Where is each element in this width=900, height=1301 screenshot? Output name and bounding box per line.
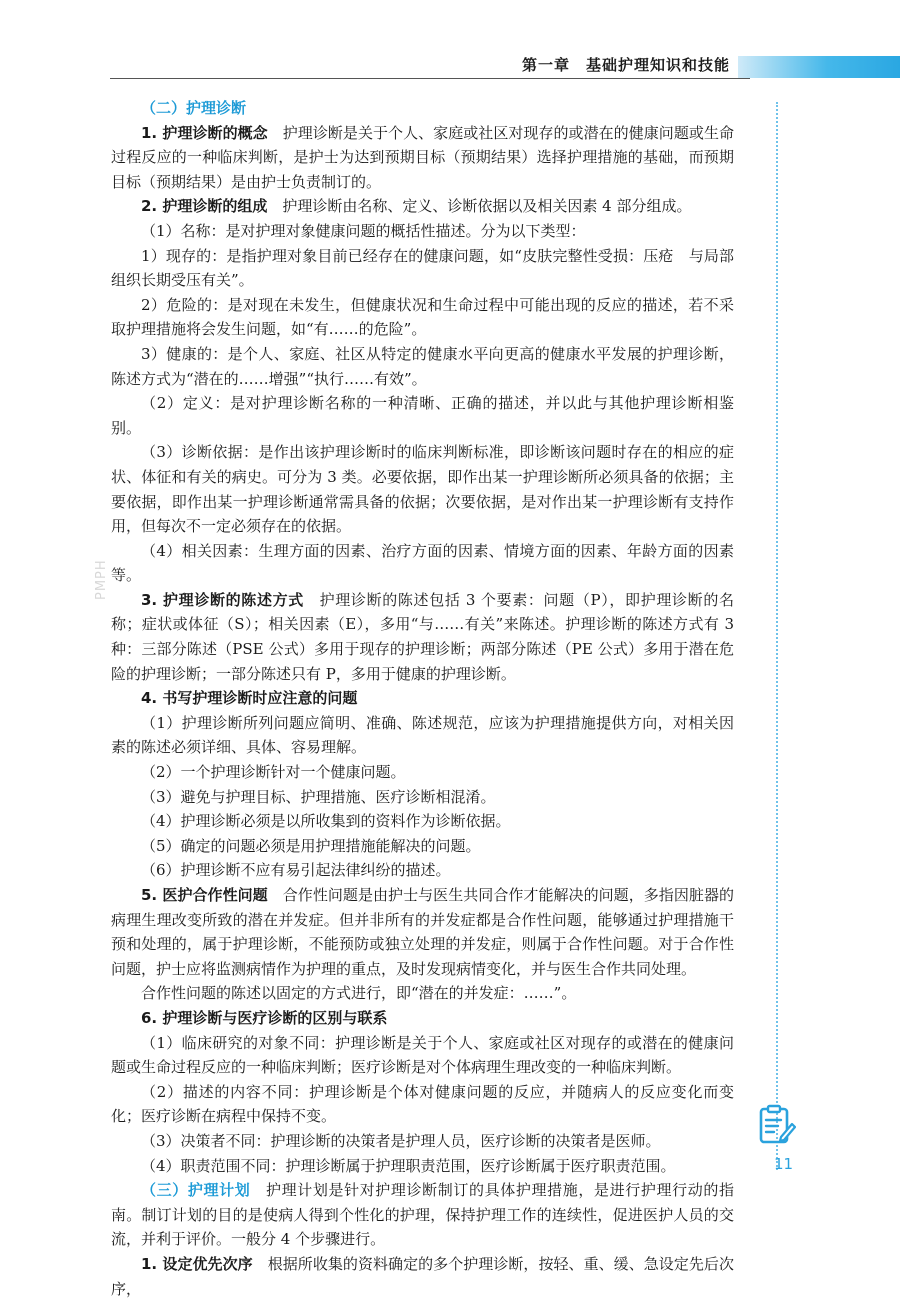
- paragraph: 1）现存的：是指护理对象目前已经存在的健康问题，如“皮肤完整性受损：压疮 与局部组织长期受压有关”。: [111, 246, 734, 290]
- paragraph: 3. 护理诊断的陈述方式 护理诊断的陈述包括 3 个要素：问题（P），即护理诊断的名称；症状或体征（S）；相关因素（E），多用“与……有关”来陈述。护理诊断的陈述方式有 3 种：三部分陈述（PSE 公式）多用于现存的护理诊断；两部分陈述（PE 公式）多用于潜在危险的护理诊断；一部分陈述只有 P，多用于健康的护理诊断。: [111, 590, 734, 683]
- subsection-heading: 4. 书写护理诊断时应注意的问题: [141, 689, 358, 708]
- header-accent-bar: [738, 56, 900, 78]
- paragraph: （4）相关因素：生理方面的因素、治疗方面的因素、情境方面的因素、年龄方面的因素等。: [111, 541, 734, 585]
- paragraph: 5. 医护合作性问题 合作性问题是由护士与医生共同合作才能解决的问题，多指因脏器的病理生理改变所致的潜在并发症。但并非所有的并发症都是合作性问题，能够通过护理措施干预和处理的，属于护理诊断，不能预防或独立处理的并发症，则属于合作性问题。对于合作性问题，护士应将监测病情作为护理的重点，及时发现病情变化，并与医生合作共同处理。: [111, 886, 734, 978]
- paragraph: 2. 护理诊断的组成 护理诊断由名称、定义、诊断依据以及相关因素 4 部分组成。: [141, 197, 692, 216]
- section-heading: （二）护理诊断: [141, 99, 247, 117]
- notes-icon: [758, 1104, 796, 1146]
- paragraph: （6）护理诊断不应有易引起法律纠纷的描述。: [141, 861, 451, 880]
- chapter-name: 基础护理知识和技能: [585, 56, 730, 74]
- margin-dotted-line: [776, 102, 778, 1170]
- paragraph: 1. 护理诊断的概念 护理诊断是关于个人、家庭或社区对现存的或潜在的健康问题或生命过程反应的一种临床判断，是护士为达到预期目标（预期结果）选择护理措施的基础，而预期目标（预期结果）是由护士负责制订的。: [111, 123, 734, 191]
- paragraph: （1）护理诊断所列问题应简明、准确、陈述规范，应该为护理措施提供方向，对相关因素的陈述必须详细、具体、容易理解。: [111, 713, 734, 757]
- paragraph: 2）危险的：是对现在未发生，但健康状况和生命过程中可能出现的反应的描述，若不采取护理措施将会发生问题，如“有……的危险”。: [111, 295, 734, 339]
- paragraph: 合作性问题的陈述以固定的方式进行，即“潜在的并发症：……”。: [141, 984, 577, 1003]
- page-body: [111, 96, 734, 1301]
- paragraph: （3）决策者不同：护理诊断的决策者是护理人员，医疗诊断的决策者是医师。: [141, 1131, 661, 1150]
- paragraph: 3）健康的：是个人、家庭、社区从特定的健康水平向更高的健康水平发展的护理诊断，陈述方式为“潜在的……增强”“执行……有效”。: [111, 344, 734, 388]
- subsection-heading: 6. 护理诊断与医疗诊断的区别与联系: [141, 1008, 388, 1027]
- paragraph: （1）临床研究的对象不同：护理诊断是关于个人、家庭或社区对现存的或潜在的健康问题或生命过程反应的一种临床判断；医疗诊断是对个体病理生理改变的一种临床判断。: [111, 1033, 734, 1077]
- paragraph: （三）护理计划 护理计划是针对护理诊断制订的具体护理措施，是进行护理行动的指南。制订计划的目的是使病人得到个性化的护理，保持护理工作的连续性，促进医护人员的交流，并利于评价。一般分 4 个步骤进行。: [111, 1181, 734, 1249]
- paragraph: （3）诊断依据：是作出该护理诊断时的临床判断标准，即诊断该问题时存在的相应的症状、体征和有关的病史。可分为 3 类。必要依据，即作出某一护理诊断所必须具备的依据；主要依据，即作出某一护理诊断通常需具备的依据；次要依据，是对作出某一护理诊断有支持作用，但每次不一定必须存在的依据。: [111, 443, 734, 536]
- page-number: 11: [774, 1155, 794, 1173]
- chapter-title: [522, 54, 730, 75]
- paragraph: （2）定义：是对护理诊断名称的一种清晰、正确的描述，并以此与其他护理诊断相鉴别。: [111, 394, 734, 437]
- paragraph: （3）避免与护理目标、护理措施、医疗诊断相混淆。: [141, 787, 496, 806]
- watermark: PMPH: [94, 559, 109, 600]
- paragraph: （4）职责范围不同：护理诊断属于护理职责范围，医疗诊断属于医疗职责范围。: [141, 1156, 676, 1175]
- paragraph: （2）一个护理诊断针对一个健康问题。: [141, 763, 406, 782]
- chapter-number: 第一章: [521, 56, 570, 74]
- header-rule: [110, 78, 750, 79]
- paragraph: （4）护理诊断必须是以所收集到的资料作为诊断依据。: [141, 812, 511, 831]
- paragraph: （2）描述的内容不同：护理诊断是个体对健康问题的反应，并随病人的反应变化而变化；医疗诊断在病程中保持不变。: [111, 1082, 734, 1126]
- page-header: [110, 52, 900, 80]
- paragraph: （5）确定的问题必须是用护理措施能解决的问题。: [141, 836, 481, 855]
- paragraph: 1. 设定优先次序 根据所收集的资料确定的多个护理诊断，按轻、重、缓、急设定先后次序，: [111, 1254, 734, 1298]
- paragraph: （1）名称：是对护理对象健康问题的概括性描述。分为以下类型：: [141, 221, 586, 240]
